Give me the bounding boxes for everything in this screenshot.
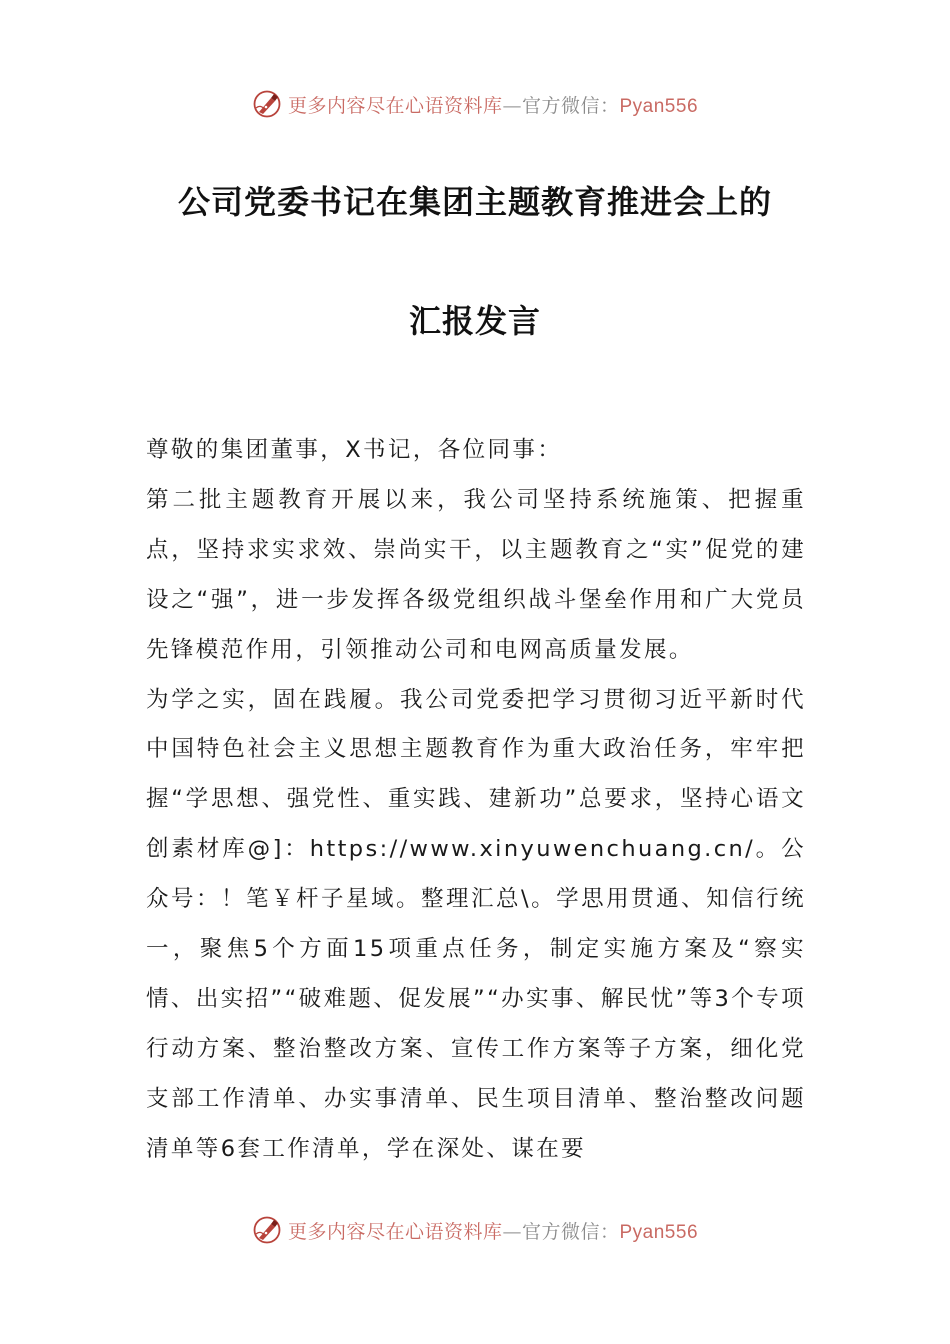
pen-nib-logo-icon	[252, 1215, 282, 1245]
footer-site-text: 更多内容尽在心语资料库	[287, 1220, 503, 1243]
header-dash: —	[502, 94, 522, 117]
header-site-text: 更多内容尽在心语资料库	[287, 94, 503, 117]
footer-banner-text	[288, 1217, 698, 1244]
paragraph-1: 第二批主题教育开展以来，我公司坚持系统施策、把握重点，坚持求实求效、崇尚实干，以主题教育之“实”促党的建设之“强”，进一步发挥各级党组织战斗堡垒作用和广大党员先锋模范作用，引领推动公司和电网高质量发展。	[146, 486, 806, 663]
footer-dash: —	[502, 1220, 522, 1243]
pen-nib-logo-icon	[252, 89, 282, 119]
document-body	[146, 426, 806, 1175]
footer-wechat-id: Pyan556	[619, 1221, 699, 1243]
salutation: 尊敬的集团董事，X书记，各位同事：	[146, 437, 563, 463]
header-wechat-id: Pyan556	[619, 95, 699, 117]
footer-banner	[0, 1210, 950, 1250]
footer-wechat-label: 官方微信：	[521, 1220, 620, 1243]
header-banner-text	[288, 91, 698, 118]
header-banner	[0, 84, 950, 124]
header-wechat-label: 官方微信：	[521, 94, 620, 117]
page-title-line-1: 公司党委书记在集团主题教育推进会上的	[177, 183, 772, 221]
page-title-line-2: 汇报发言	[408, 302, 541, 340]
paragraph-2: 为学之实，固在践履。我公司党委把学习贯彻习近平新时代中国特色社会主义思想主题教育作为重大政治任务，牢牢把握“学思想、强党性、重实践、建新功”总要求，坚持心语文创素材库@]：https://www.xinyuwenchuang.cn/。公众号：！笔￥杆子星域。整理汇总\。学思用贯通、知信行统一，聚焦5个方面15项重点任务，制定实施方案及“察实情、出实招”“破难题、促发展”“办实事、解民忧”等3个专项行动方案、整治整改方案、宣传工作方案等子方案，细化党支部工作清单、办实事清单、民生项目清单、整治整改问题清单等6套工作清单，学在深处、谋在要	[146, 686, 806, 1162]
